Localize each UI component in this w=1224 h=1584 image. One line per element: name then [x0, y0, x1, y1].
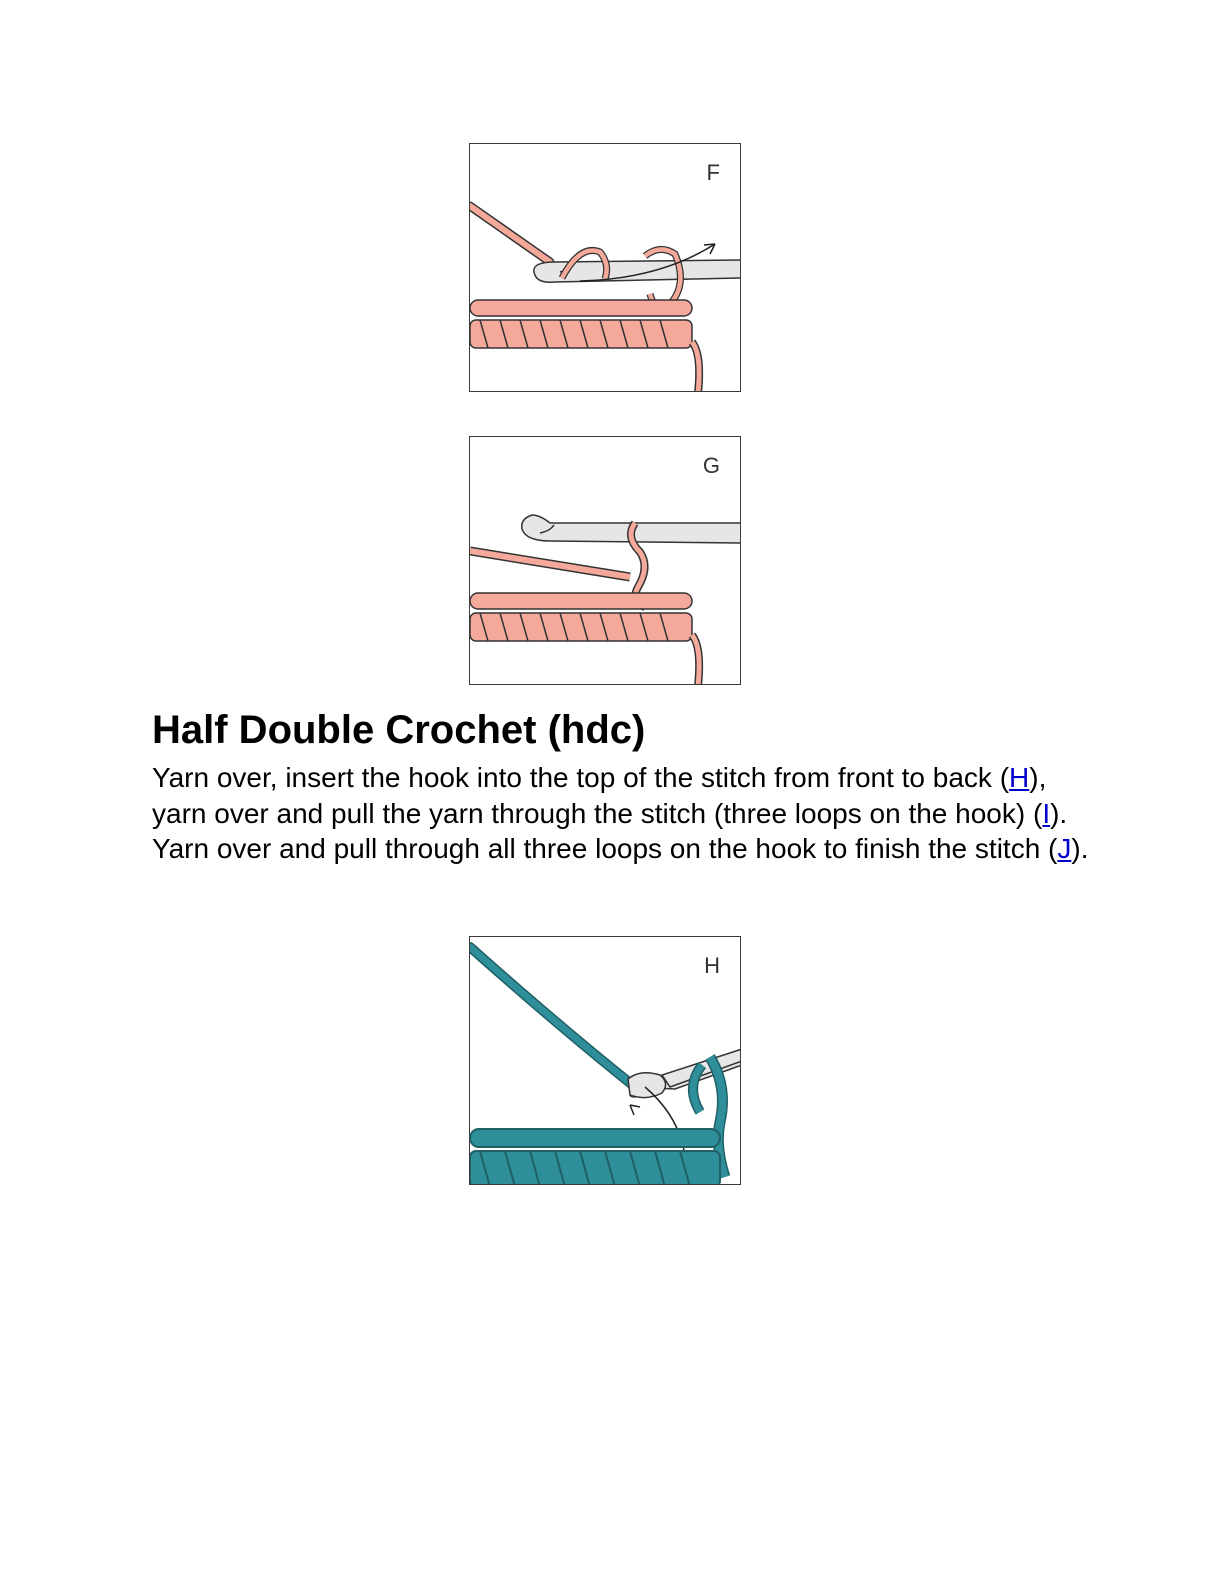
figure-label: H — [704, 953, 720, 978]
illustration-figure-h — [469, 936, 741, 1185]
crochet-diagram-g — [470, 437, 741, 685]
text-segment: ), yarn over and pull the yarn through the stitch (three loops on the hook) ( — [152, 762, 1047, 829]
illustration-figure-g — [469, 436, 741, 685]
text-segment: ). Yarn over and pull through all three loops on the hook to finish the stitch ( — [152, 797, 1068, 864]
text-segment: ). — [1071, 833, 1089, 864]
crochet-diagram-f — [470, 144, 741, 392]
figure-label: F — [706, 160, 720, 185]
text-segment: Yarn over, insert the hook into the top of the stitch from front to back ( — [152, 762, 1010, 793]
figure-link-j[interactable]: J — [1057, 833, 1072, 864]
instruction-paragraph — [152, 760, 1092, 867]
figure-label: G — [702, 453, 720, 478]
illustration-figure-f — [469, 143, 741, 392]
figure-link-i[interactable]: I — [1042, 797, 1051, 829]
figure-link-h[interactable]: H — [1009, 762, 1030, 793]
crochet-diagram-h — [470, 937, 741, 1185]
section-title: Half Double Crochet (hdc) — [152, 708, 646, 752]
